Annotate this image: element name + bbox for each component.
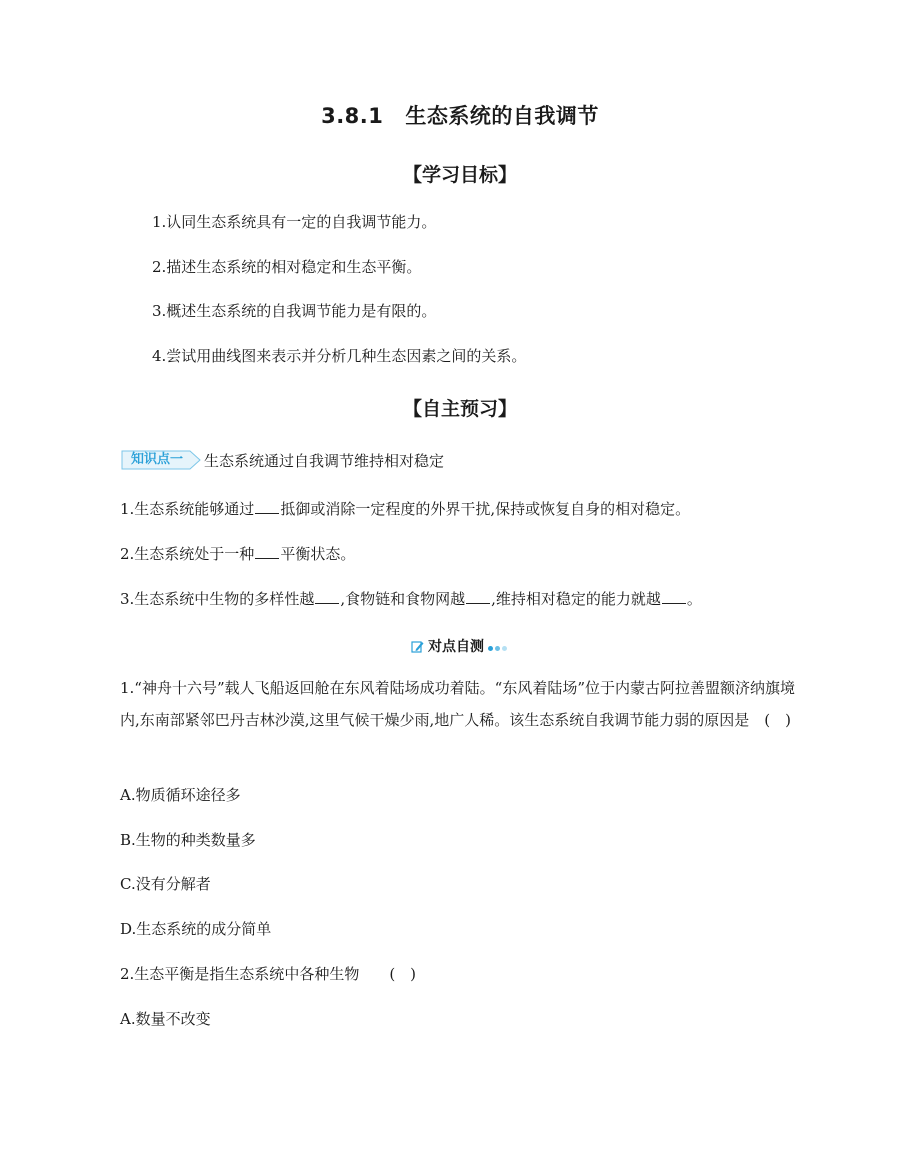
fill-item-text: 平衡状态。 bbox=[280, 545, 356, 563]
section-heading-preview: 【自主预习】 bbox=[402, 398, 517, 420]
knowledge-point-tag bbox=[120, 450, 202, 470]
question-1-stem: 1.“神舟十六号”载人飞船返回舱在东风着陆场成功着陆。“东风着陆场”位于内蒙古阿拉善盟额济纳旗境内,东南部紧邻巴丹吉林沙漠,这里气候干燥少雨,地广人稀。该生态系统自我调节能力弱的原因是 ( ) bbox=[120, 679, 795, 729]
self-test-banner bbox=[0, 636, 920, 657]
decorative-dots-icon bbox=[488, 639, 509, 655]
goal-item: 3.概述生态系统的自我调节能力是有限的。 bbox=[152, 302, 437, 320]
title-text: 生态系统的自我调节 bbox=[405, 104, 599, 128]
goal-item: 1.认同生态系统具有一定的自我调节能力。 bbox=[152, 213, 437, 231]
answer-blank[interactable] bbox=[315, 589, 339, 604]
answer-blank[interactable] bbox=[255, 544, 279, 559]
answer-blank[interactable] bbox=[255, 499, 279, 514]
question-option[interactable]: C.没有分解者 bbox=[120, 875, 211, 893]
fill-item-2 bbox=[120, 543, 355, 565]
question-option[interactable]: A.数量不改变 bbox=[120, 1010, 211, 1028]
page-title bbox=[0, 100, 920, 130]
fill-item-text: 。 bbox=[686, 590, 702, 608]
fill-item-3 bbox=[120, 588, 702, 610]
pencil-note-icon bbox=[411, 640, 424, 657]
knowledge-point-title: 生态系统通过自我调节维持相对稳定 bbox=[204, 452, 445, 470]
fill-item-text: ,食物链和食物网越 bbox=[340, 590, 466, 608]
goal-item: 2.描述生态系统的相对稳定和生态平衡。 bbox=[152, 258, 422, 276]
fill-item-text: 3.生态系统中生物的多样性越 bbox=[120, 590, 315, 608]
section-heading-goals: 【学习目标】 bbox=[402, 164, 517, 186]
answer-blank[interactable] bbox=[662, 589, 686, 604]
fill-item-1 bbox=[120, 498, 690, 520]
question-option[interactable]: A.物质循环途径多 bbox=[120, 786, 241, 804]
fill-item-text: 1.生态系统能够通过 bbox=[120, 500, 255, 518]
answer-blank[interactable] bbox=[466, 589, 490, 604]
knowledge-point-tag-label: 知识点一 bbox=[130, 452, 183, 467]
question-option[interactable]: B.生物的种类数量多 bbox=[120, 831, 256, 849]
fill-item-text: 2.生态系统处于一种 bbox=[120, 545, 255, 563]
title-number: 3.8.1 bbox=[321, 104, 384, 128]
fill-item-text: 抵御或消除一定程度的外界干扰,保持或恢复自身的相对稳定。 bbox=[280, 500, 691, 518]
fill-item-text: ,维持相对稳定的能力就越 bbox=[491, 590, 661, 608]
question-2-stem: 2.生态平衡是指生态系统中各种生物 ( ) bbox=[120, 965, 417, 983]
question-option[interactable]: D.生态系统的成分简单 bbox=[120, 920, 272, 938]
goal-item: 4.尝试用曲线图来表示并分析几种生态因素之间的关系。 bbox=[152, 347, 527, 365]
self-test-label: 对点自测 bbox=[428, 639, 484, 655]
